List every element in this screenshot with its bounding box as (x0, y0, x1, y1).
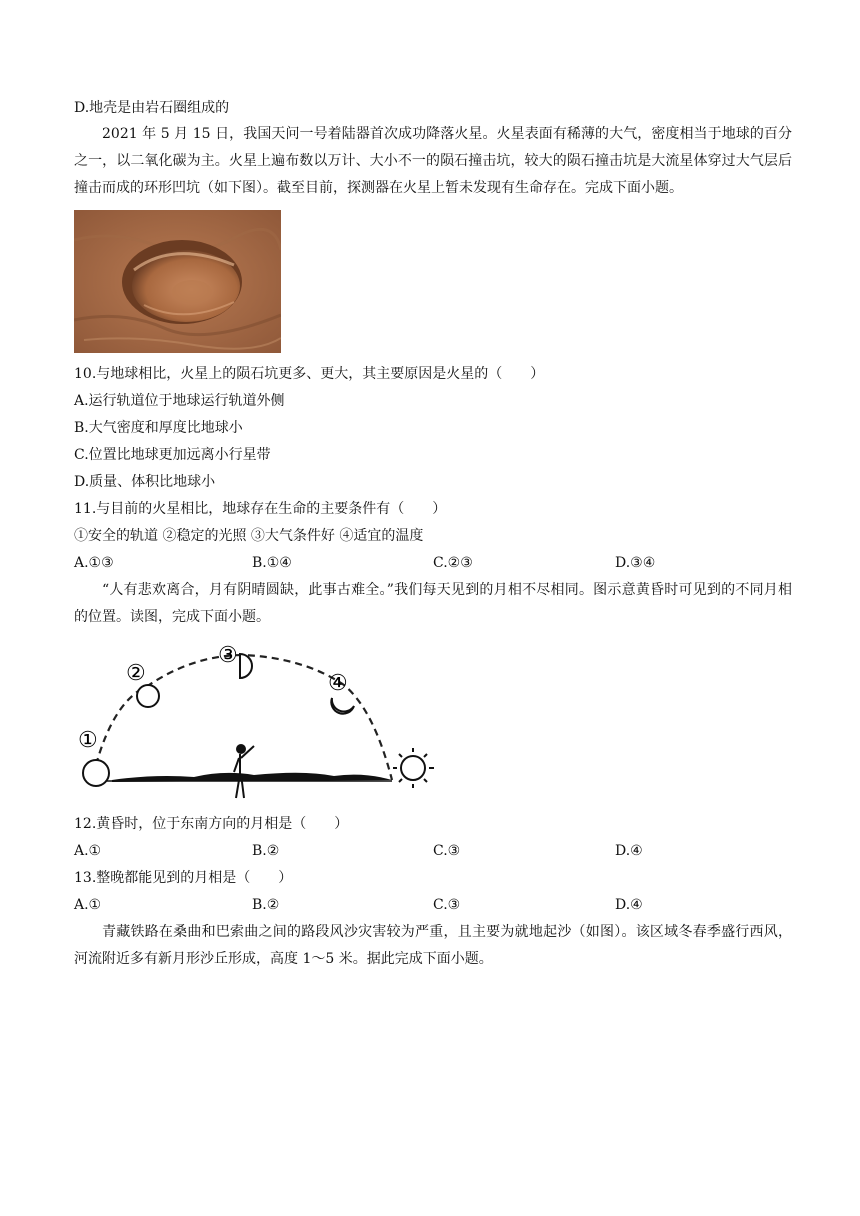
person-icon (234, 745, 254, 798)
q10-option-a[interactable]: A.运行轨道位于地球运行轨道外侧 (74, 393, 285, 409)
mars-crater-photo (74, 210, 281, 353)
q9-option-d: D.地壳是由岩石圈组成的 (74, 100, 230, 116)
q11-option-c[interactable]: C.②③ (433, 555, 473, 571)
q13-option-c[interactable]: C.③ (433, 897, 461, 913)
q12-option-b[interactable]: B.② (252, 843, 280, 859)
q11-conditions: ①安全的轨道 ②稳定的光照 ③大气条件好 ④适宜的温度 (74, 528, 424, 544)
moon-crescent-icon (331, 698, 354, 714)
q11-option-b[interactable]: B.①④ (252, 555, 292, 571)
q13-option-b[interactable]: B.② (252, 897, 280, 913)
label-3: ③ (218, 643, 238, 668)
label-2: ② (126, 661, 146, 686)
q10-option-c[interactable]: C.位置比地球更加远离小行星带 (74, 447, 271, 463)
q10-stem: 10.与地球相比，火星上的陨石坑更多、更大，其主要原因是火星的（ ） (74, 366, 545, 382)
q13-option-d[interactable]: D.④ (615, 897, 643, 913)
moon-phase-diagram (74, 640, 444, 805)
q11-option-a[interactable]: A.①③ (74, 555, 114, 571)
moon-gibbous-icon (137, 685, 159, 707)
q12-option-d[interactable]: D.④ (615, 843, 643, 859)
passage-mars: 2021 年 5 月 15 日，我国天问一号着陆器首次成功降落火星。火星表面有稀薄的大气，密度相当于地球的百分之一，以二氧化碳为主。火星上遍布数以万计、大小不一的陨石撞击坑，较大的陨石撞击坑是大流星体穿过大气层后撞击而成的环形凹坑（如下图）。截至目前，探测器在火星上暂未发现有生命存在。完成下面小题。 (74, 126, 792, 196)
q13-option-a[interactable]: A.① (74, 897, 102, 913)
q12-option-c[interactable]: C.③ (433, 843, 461, 859)
label-4: ④ (328, 671, 348, 696)
moon-quarter-icon (240, 654, 252, 678)
q11-stem: 11.与目前的火星相比，地球存在生命的主要条件有（ ） (74, 501, 447, 517)
q13-stem: 13.整晚都能见到的月相是（ ） (74, 870, 293, 886)
q12-option-a[interactable]: A.① (74, 843, 102, 859)
q12-stem: 12.黄昏时，位于东南方向的月相是（ ） (74, 816, 349, 832)
passage-moon: “人有悲欢离合，月有阴晴圆缺，此事古难全。”我们每天见到的月相不尽相同。图示意黄昏时可见到的不同月相的位置。读图，完成下面小题。 (74, 582, 792, 625)
passage-railway: 青藏铁路在桑曲和巴索曲之间的路段风沙灾害较为严重，且主要为就地起沙（如图）。该区域冬春季盛行西风，河流附近多有新月形沙丘形成，高度 1～5 米。据此完成下面小题。 (74, 924, 792, 967)
q10-option-d[interactable]: D.质量、体积比地球小 (74, 474, 216, 490)
q11-option-d[interactable]: D.③④ (615, 555, 656, 571)
sun-icon (393, 748, 434, 788)
moon-full-icon (83, 760, 109, 786)
q10-option-b[interactable]: B.大气密度和厚度比地球小 (74, 420, 243, 436)
label-1: ① (78, 728, 98, 753)
